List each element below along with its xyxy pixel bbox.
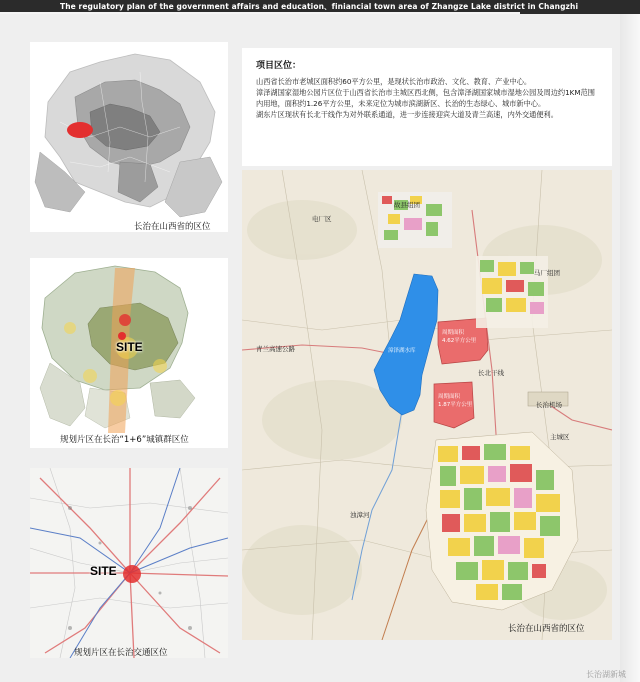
paragraph-1: 山西省长治市老城区面积约60平方公里，是现状长治市政治、文化、教育、产业中心。 [256, 77, 532, 86]
main-city-cluster [426, 432, 578, 610]
transport-site-marker [123, 565, 141, 583]
paragraph-3: 湖东片区现状有长北干线作为对外联系通道，进一步连接迎宾大道及青兰高速，内外交通便利。 [256, 110, 558, 119]
cluster-site-label: SITE [116, 340, 143, 354]
label-north-town: 故县组团 [394, 201, 420, 209]
province-map-caption: 长治在山西省的区位 [134, 222, 211, 232]
project-location-title: 项目区位： [256, 61, 302, 71]
province-map-panel [30, 42, 228, 232]
label-zone-south-name: 周期面积 [438, 394, 461, 400]
label-airport: 长治机场 [536, 401, 562, 409]
paragraph-2: 漳泽湖国家湿地公园片区位于山西省长治市主城区西北侧，包含漳泽湖国家城市湿地公园及周边约1KM范围内用地，面积约1.26平方公里，未来定位为城市滨湖新区、长治的生态绿心、城市新中心。 [256, 88, 595, 108]
province-map [30, 42, 228, 232]
label-main-district: 主城区 [550, 433, 570, 441]
east-town-cluster [476, 256, 548, 328]
main-map-caption: 长治在山西省的区位 [508, 624, 585, 634]
transport-map [30, 468, 228, 658]
frame-edge [620, 14, 640, 682]
label-lake: 漳泽湖水库 [388, 348, 416, 354]
transport-map-caption: 规划片区在长治交通区位 [74, 648, 168, 658]
label-zone-south-area: 1.87平方公里 [438, 402, 473, 408]
label-highway: 青兰高速公路 [256, 345, 295, 353]
header-bar [0, 0, 640, 14]
cluster-map-caption: 规划片区在长治“1+6”城镇群区位 [60, 435, 189, 445]
label-power-plant: 电厂区 [312, 215, 332, 223]
project-location-body [256, 76, 602, 120]
label-east-town: 马厂组团 [534, 269, 560, 277]
watermark: 长治湖新城 [586, 670, 626, 679]
main-map-panel [242, 170, 612, 640]
label-zone-north-name: 周期面积 [442, 330, 465, 336]
label-river: 浊漳河 [350, 511, 370, 519]
label-zone-north-area: 4.62平方公里 [442, 338, 477, 344]
site-marker [67, 122, 93, 138]
label-road: 长北干线 [478, 369, 504, 377]
transport-map-panel [30, 468, 228, 658]
project-location-text [242, 48, 612, 166]
page-title: The regulatory plan of the government affairs and education、finiancial town area of Zhangze Lake district in Changzhi [60, 2, 579, 11]
transport-site-label: SITE [90, 564, 117, 578]
cluster-map-panel [30, 258, 228, 448]
